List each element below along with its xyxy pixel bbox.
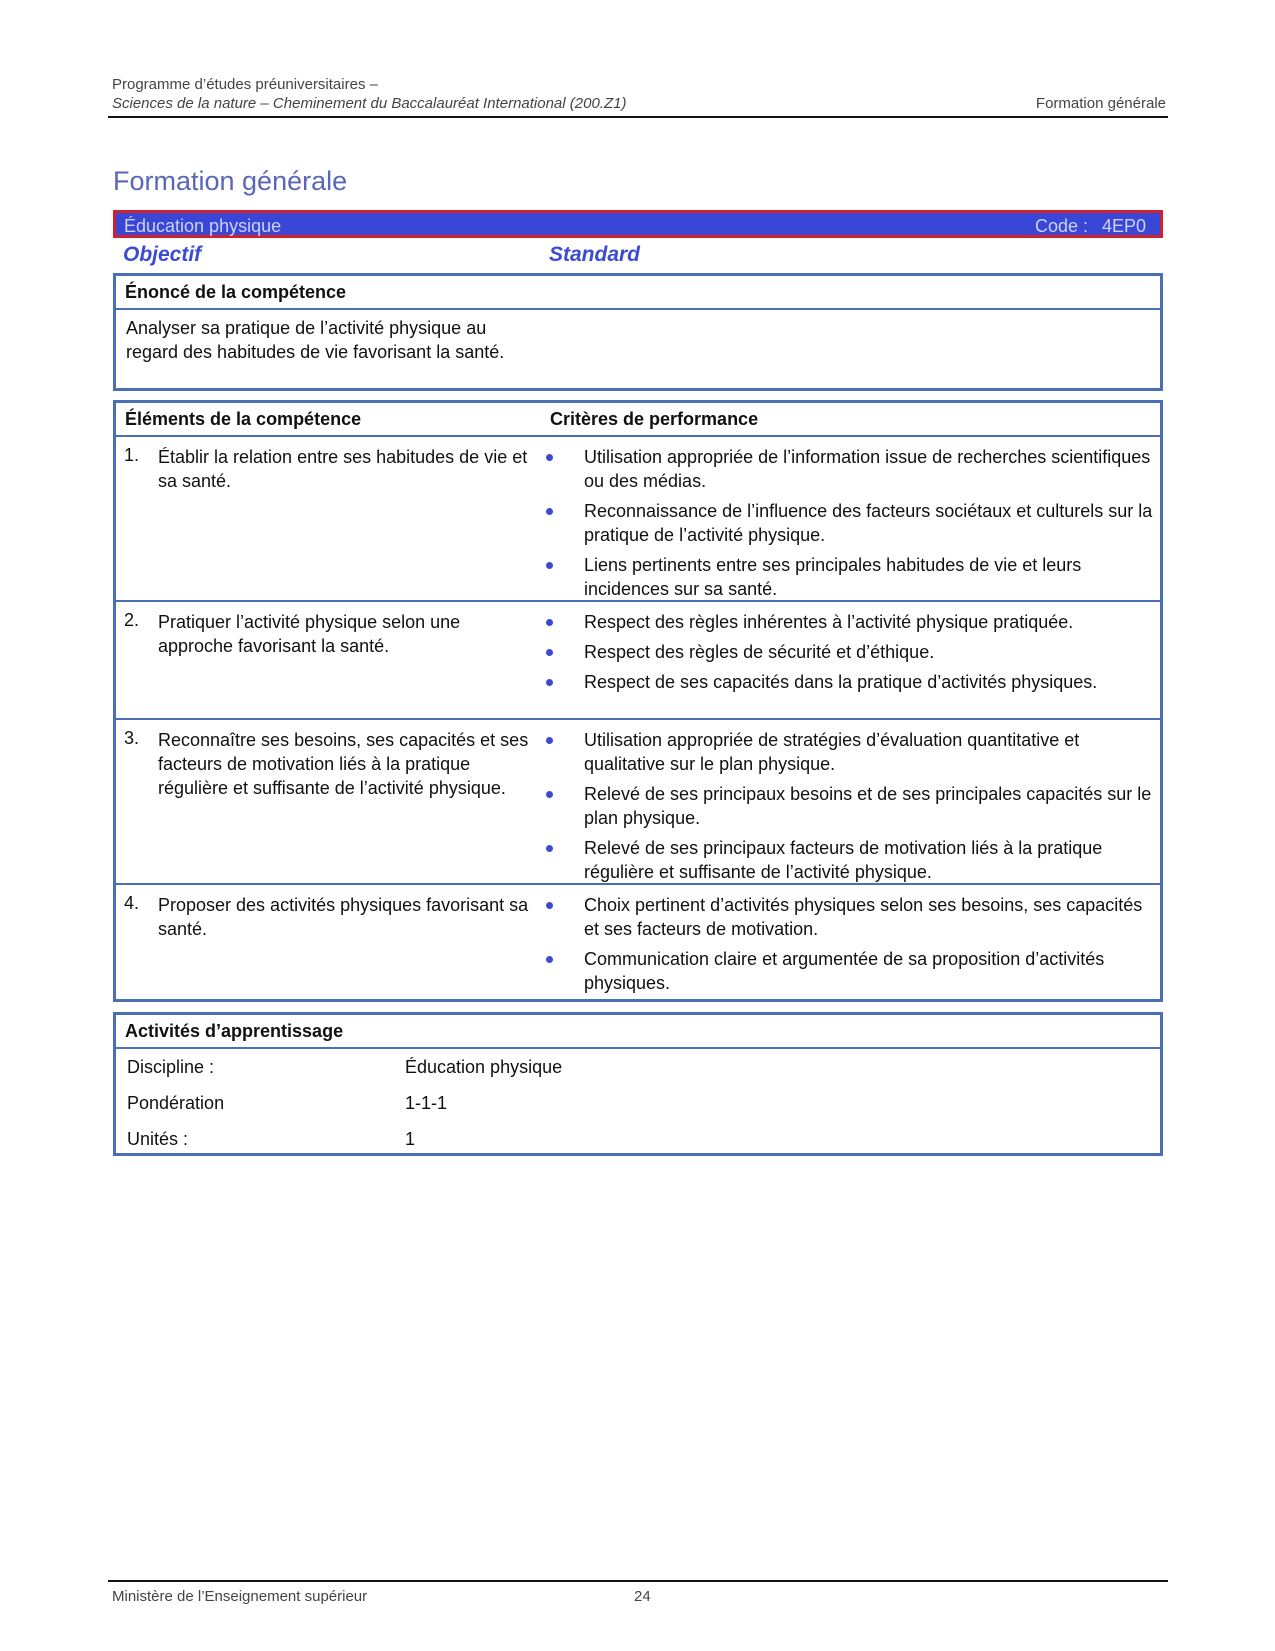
element-text: Proposer des activités physiques favorisant sa santé. <box>158 895 529 939</box>
page-number: 24 <box>634 1588 651 1605</box>
discipline-value: Éducation physique <box>405 1057 563 1077</box>
header-subtitle: Sciences de la nature – Cheminement du Baccalauréat International (200.Z1) <box>112 95 627 112</box>
page-header <box>108 76 1168 118</box>
page-footer <box>108 1580 1168 1612</box>
criterion-text: Respect de ses capacités dans la pratique d’activités physiques. <box>584 672 1098 692</box>
bullet-icon <box>546 737 553 744</box>
criterion-text: Relevé de ses principaux besoins et de ses principales capacités sur le plan physique. <box>584 784 1152 828</box>
criterion-item <box>544 640 1154 664</box>
element-row <box>116 720 1160 885</box>
code-label: Code : <box>1034 216 1088 236</box>
activites-header <box>116 1015 1160 1049</box>
criterion-text: Utilisation appropriée de l’information issue de recherches scientifiques ou des médias. <box>584 447 1151 491</box>
element-number: 4. <box>124 893 140 913</box>
element-text: Reconnaître ses besoins, ses capacités et ses facteurs de motivation liés à la pratique régulière et suffisante de l’activité physique. <box>158 730 529 798</box>
header-program: Programme d’études préuniversitaires – <box>112 76 378 93</box>
unites-value: 1 <box>405 1129 416 1149</box>
criterion-text: Respect des règles inhérentes à l’activité physique pratiquée. <box>584 612 1074 632</box>
subject-name: Éducation physique <box>124 216 282 236</box>
element-text: Établir la relation entre ses habitudes de vie et sa santé. <box>158 447 528 491</box>
element-number: 2. <box>124 610 140 630</box>
footer-ministry: Ministère de l’Enseignement supérieur <box>112 1588 368 1605</box>
bullet-icon <box>546 956 553 963</box>
header-section: Formation générale <box>1035 95 1166 112</box>
standard-heading: Standard <box>549 243 641 266</box>
bullet-icon <box>546 562 553 569</box>
bullet-icon <box>546 791 553 798</box>
criterion-text: Reconnaissance de l’influence des facteurs sociétaux et culturels sur la pratique de l’activité physique. <box>584 501 1153 545</box>
activites-box <box>113 1012 1163 1156</box>
bullet-icon <box>546 679 553 686</box>
criterion-item <box>544 553 1154 601</box>
bullet-icon <box>546 649 553 656</box>
criterion-text: Relevé de ses principaux facteurs de motivation liés à la pratique régulière et suffisante de l’activité physique. <box>584 838 1103 882</box>
criterion-item <box>544 782 1154 830</box>
bullet-icon <box>546 454 553 461</box>
bullet-icon <box>546 845 553 852</box>
criteria-list <box>544 610 1154 700</box>
criterion-item <box>544 610 1154 634</box>
section-title: Formation générale <box>113 166 348 196</box>
discipline-label: Discipline : <box>127 1057 215 1077</box>
element-number: 3. <box>124 728 140 748</box>
element-text: Pratiquer l’activité physique selon une approche favorisant la santé. <box>158 612 461 656</box>
criterion-item <box>544 728 1154 776</box>
criterion-item <box>544 670 1154 694</box>
enonce-header <box>116 276 1160 310</box>
elements-title: Éléments de la compétence <box>125 409 362 429</box>
bullet-icon <box>546 902 553 909</box>
criterion-item <box>544 499 1154 547</box>
ponderation-value: 1-1-1 <box>405 1093 448 1113</box>
enonce-text: Analyser sa pratique de l’activité physique au regard des habitudes de vie favorisant la santé. <box>126 318 505 362</box>
subject-bar <box>113 210 1163 238</box>
criterion-item <box>544 893 1154 941</box>
criterion-text: Respect des règles de sécurité et d’éthique. <box>584 642 935 662</box>
enonce-title: Énoncé de la compétence <box>125 282 347 302</box>
code-value: 4EP0 <box>1101 216 1146 236</box>
element-row <box>116 602 1160 720</box>
enonce-box <box>113 273 1163 391</box>
criteria-list <box>544 728 1154 890</box>
criterion-item <box>544 445 1154 493</box>
unites-label: Unités : <box>127 1129 189 1149</box>
criterion-text: Liens pertinents entre ses principales habitudes de vie et leurs incidences sur sa santé. <box>584 555 1082 599</box>
criteria-list <box>544 445 1154 607</box>
criterion-text: Choix pertinent d’activités physiques selon ses besoins, ses capacités et ses facteurs de motivation. <box>584 895 1143 939</box>
element-number: 1. <box>124 445 140 465</box>
element-row <box>116 885 1160 999</box>
objectif-heading: Objectif <box>123 243 202 266</box>
elements-box <box>113 400 1163 1002</box>
elements-header <box>116 403 1160 437</box>
bullet-icon <box>546 619 553 626</box>
ponderation-label: Pondération <box>127 1093 225 1113</box>
element-row <box>116 437 1160 602</box>
criteria-list <box>544 893 1154 1001</box>
criteria-title: Critères de performance <box>550 409 759 429</box>
criterion-text: Utilisation appropriée de stratégies d’évaluation quantitative et qualitative sur le plan physique. <box>584 730 1080 774</box>
activites-title: Activités d’apprentissage <box>125 1021 344 1041</box>
bullet-icon <box>546 508 553 515</box>
criterion-item <box>544 947 1154 995</box>
criterion-text: Communication claire et argumentée de sa proposition d’activités physiques. <box>584 949 1105 993</box>
criterion-item <box>544 836 1154 884</box>
